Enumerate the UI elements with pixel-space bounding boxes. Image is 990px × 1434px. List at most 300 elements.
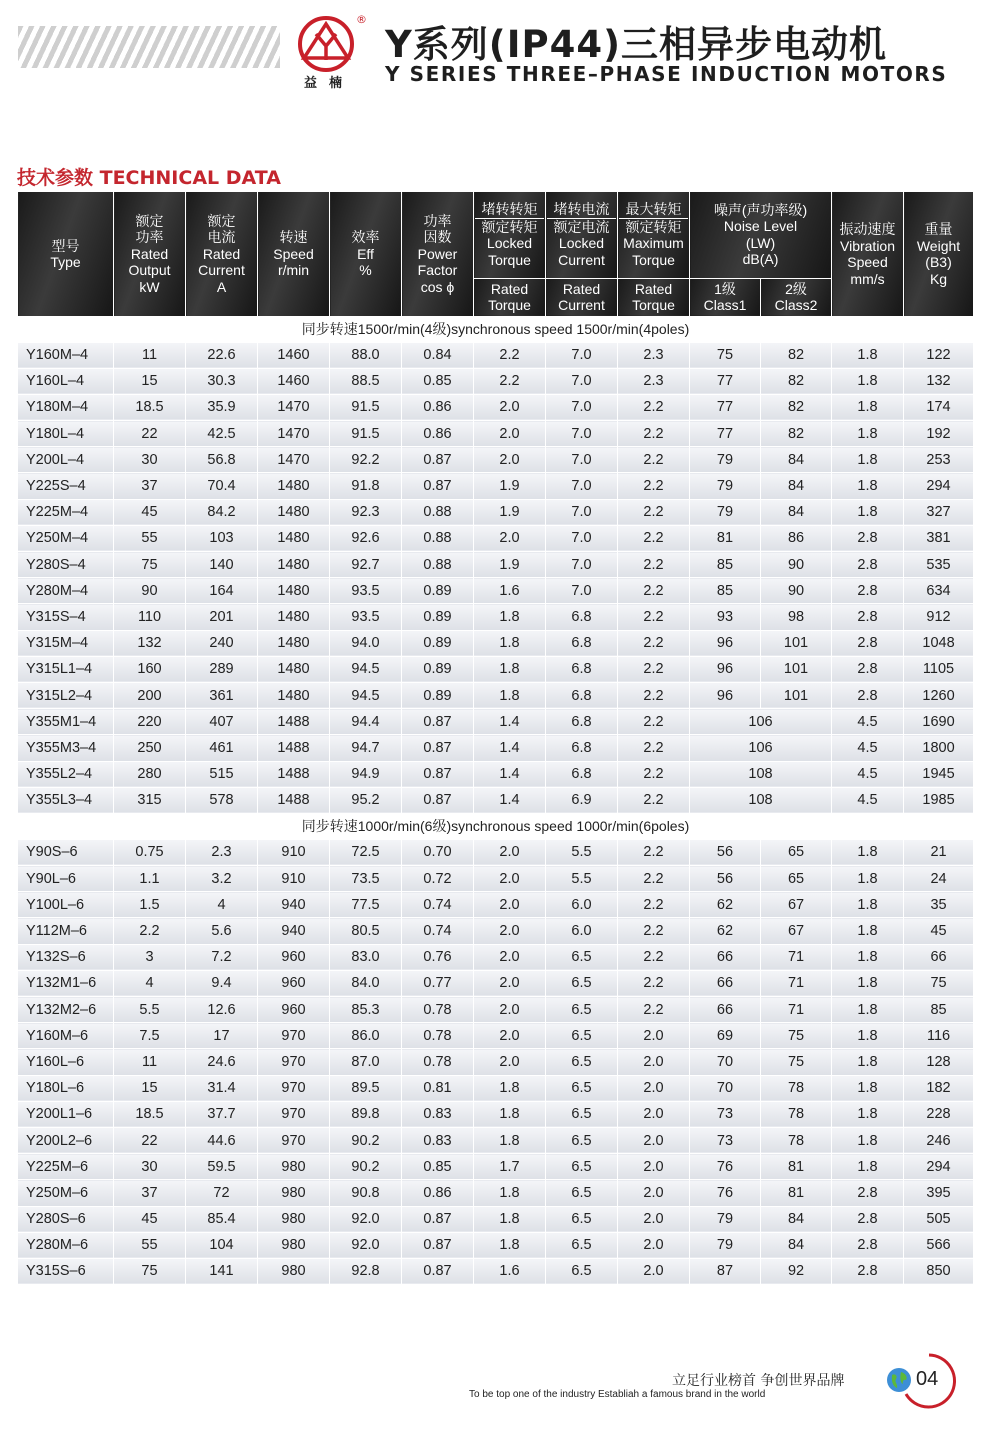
cell-type: Y180M–4 xyxy=(18,394,114,420)
table-cell: 24.6 xyxy=(186,1049,258,1075)
table-cell: 11 xyxy=(114,1049,186,1075)
table-cell: 92.6 xyxy=(330,525,402,551)
table-cell: 1.8 xyxy=(832,1101,904,1127)
header-line: Class1 xyxy=(703,297,747,314)
table-cell: 56 xyxy=(690,839,761,865)
table-cell: 1260 xyxy=(904,682,974,708)
table-cell: 75 xyxy=(114,552,186,578)
table-cell: 1.9 xyxy=(474,473,546,499)
table-cell: 73.5 xyxy=(330,866,402,892)
header-line: Vibration xyxy=(840,237,896,254)
table-cell: 66 xyxy=(690,970,761,996)
table-cell: 0.83 xyxy=(402,1101,474,1127)
header-line: (B3) xyxy=(925,254,952,270)
table-cell: 0.88 xyxy=(402,525,474,551)
table-cell: 7.0 xyxy=(546,552,618,578)
table-cell: 85 xyxy=(690,578,761,604)
table-cell: 96 xyxy=(690,656,761,682)
table-cell: 2.8 xyxy=(832,1232,904,1258)
table-cell: 81 xyxy=(761,1180,832,1206)
table-cell: 5.5 xyxy=(546,866,618,892)
table-cell: 7.5 xyxy=(114,1023,186,1049)
table-row xyxy=(18,997,974,1023)
table-cell: 228 xyxy=(904,1101,974,1127)
table-cell: 75 xyxy=(761,1023,832,1049)
table-cell: 84 xyxy=(761,473,832,499)
table-cell: 395 xyxy=(904,1180,974,1206)
table-cell: 634 xyxy=(904,578,974,604)
table-cell: 2.2 xyxy=(618,787,690,813)
table-cell: 6.8 xyxy=(546,735,618,761)
table-cell: 174 xyxy=(904,394,974,420)
cell-type: Y132M1–6 xyxy=(18,970,114,996)
table-cell: 2.0 xyxy=(618,1127,690,1153)
table-cell: 108 xyxy=(690,761,832,787)
table-cell: 253 xyxy=(904,447,974,473)
table-cell: 0.87 xyxy=(402,709,474,735)
header-locked-torque xyxy=(474,192,546,278)
table-cell: 1480 xyxy=(258,604,330,630)
table-cell: 1.8 xyxy=(832,342,904,368)
table-cell: 7.0 xyxy=(546,421,618,447)
header-line: 2级 xyxy=(785,280,807,297)
table-cell: 2.0 xyxy=(618,1023,690,1049)
table-cell: 1.8 xyxy=(832,473,904,499)
cell-type: Y132M2–6 xyxy=(18,997,114,1023)
header-line: Factor xyxy=(417,262,458,279)
table-cell: 70.4 xyxy=(186,473,258,499)
table-cell: 960 xyxy=(258,997,330,1023)
table-cell: 250 xyxy=(114,735,186,761)
header-type xyxy=(18,192,114,316)
header-line: 功率 xyxy=(423,212,452,229)
table-cell: 12.6 xyxy=(186,997,258,1023)
table-row xyxy=(18,1101,974,1127)
table-cell: 1.8 xyxy=(832,394,904,420)
table-cell: 94.5 xyxy=(330,656,402,682)
table-cell: 1480 xyxy=(258,525,330,551)
header-line: 效率 xyxy=(351,229,380,246)
cell-type: Y100L–6 xyxy=(18,892,114,918)
table-cell: 1.8 xyxy=(832,970,904,996)
header-line: Locked xyxy=(486,235,533,252)
table-cell: 2.2 xyxy=(618,604,690,630)
table-cell: 0.87 xyxy=(402,1206,474,1232)
header-line: r/min xyxy=(277,262,310,279)
table-cell: 6.5 xyxy=(546,1127,618,1153)
table-cell: 1.8 xyxy=(474,1206,546,1232)
table-cell: 505 xyxy=(904,1206,974,1232)
table-cell: 70 xyxy=(690,1049,761,1075)
table-cell: 2.0 xyxy=(618,1101,690,1127)
table-cell: 77 xyxy=(690,368,761,394)
header-locked-torque-ratio xyxy=(474,278,546,316)
cell-type: Y315L1–4 xyxy=(18,656,114,682)
table-cell: 0.86 xyxy=(402,421,474,447)
table-cell: 90 xyxy=(761,552,832,578)
table-cell: 0.75 xyxy=(114,839,186,865)
table-cell: 90 xyxy=(761,578,832,604)
table-cell: 67 xyxy=(761,918,832,944)
table-cell: 5.5 xyxy=(114,997,186,1023)
table-cell: 2.8 xyxy=(832,578,904,604)
table-cell: 960 xyxy=(258,970,330,996)
table-cell: 80.5 xyxy=(330,918,402,944)
header-line: Current xyxy=(198,262,245,279)
table-cell: 2.2 xyxy=(618,630,690,656)
table-cell: 5.5 xyxy=(546,839,618,865)
table-cell: 79 xyxy=(690,473,761,499)
globe-icon xyxy=(886,1367,912,1393)
table-cell: 0.78 xyxy=(402,1023,474,1049)
table-cell: 1.8 xyxy=(832,368,904,394)
table-cell: 0.74 xyxy=(402,918,474,944)
table-cell: 1.9 xyxy=(474,552,546,578)
table-cell: 2.0 xyxy=(474,866,546,892)
table-cell: 59.5 xyxy=(186,1154,258,1180)
table-cell: 1480 xyxy=(258,656,330,682)
table-cell: 850 xyxy=(904,1258,974,1284)
cell-type: Y200L1–6 xyxy=(18,1101,114,1127)
table-cell: 1.4 xyxy=(474,709,546,735)
table-cell: 37 xyxy=(114,473,186,499)
table-cell: 3.2 xyxy=(186,866,258,892)
table-cell: 2.0 xyxy=(618,1232,690,1258)
table-cell: 83.0 xyxy=(330,944,402,970)
table-cell: 0.87 xyxy=(402,1232,474,1258)
table-cell: 132 xyxy=(904,368,974,394)
table-cell: 110 xyxy=(114,604,186,630)
header-power-factor xyxy=(402,192,474,316)
table-cell: 2.2 xyxy=(618,473,690,499)
table-cell: 35.9 xyxy=(186,394,258,420)
table-cell: 2.3 xyxy=(618,342,690,368)
group-label: 同步转速1000r/min(6级)synchronous speed 1000r/min(6poles) xyxy=(18,813,974,839)
table-cell: 17 xyxy=(186,1023,258,1049)
table-cell: 1.8 xyxy=(474,630,546,656)
header-line: 堵转转矩 xyxy=(481,201,538,218)
table-row xyxy=(18,682,974,708)
table-cell: 0.85 xyxy=(402,1154,474,1180)
table-row xyxy=(18,525,974,551)
table-cell: 327 xyxy=(904,499,974,525)
header-noise-class2 xyxy=(761,278,832,316)
header-line: % xyxy=(359,262,372,279)
table-cell: 66 xyxy=(690,997,761,1023)
table-cell: 1.8 xyxy=(832,1154,904,1180)
table-cell: 94.5 xyxy=(330,682,402,708)
table-cell: 220 xyxy=(114,709,186,735)
table-cell: 6.5 xyxy=(546,1023,618,1049)
table-row xyxy=(18,1206,974,1232)
table-cell: 6.5 xyxy=(546,944,618,970)
cell-type: Y280M–6 xyxy=(18,1232,114,1258)
table-cell: 980 xyxy=(258,1154,330,1180)
table-cell: 62 xyxy=(690,918,761,944)
table-cell: 980 xyxy=(258,1232,330,1258)
slogan-en: To be top one of the industry Establiah a famous brand in the world xyxy=(469,1389,766,1400)
table-cell: 6.5 xyxy=(546,1075,618,1101)
table-cell: 6.9 xyxy=(546,787,618,813)
group-row xyxy=(18,316,974,342)
table-cell: 2.2 xyxy=(474,342,546,368)
table-cell: 4.5 xyxy=(832,735,904,761)
table-cell: 86 xyxy=(761,525,832,551)
table-row xyxy=(18,368,974,394)
page-title-en: Y SERIES THREE–PHASE INDUCTION MOTORS xyxy=(385,62,948,86)
table-cell: 82 xyxy=(761,342,832,368)
table-cell: 2.0 xyxy=(474,1023,546,1049)
table-cell: 90 xyxy=(114,578,186,604)
table-cell: 89.8 xyxy=(330,1101,402,1127)
table-cell: 37.7 xyxy=(186,1101,258,1127)
table-cell: 1.8 xyxy=(474,1127,546,1153)
cell-type: Y250M–6 xyxy=(18,1180,114,1206)
table-cell: 92.7 xyxy=(330,552,402,578)
table-cell: 1.8 xyxy=(832,944,904,970)
table-cell: 361 xyxy=(186,682,258,708)
table-row xyxy=(18,394,974,420)
table-cell: 2.2 xyxy=(618,447,690,473)
table-cell: 535 xyxy=(904,552,974,578)
table-cell: 6.8 xyxy=(546,630,618,656)
table-cell: 90.2 xyxy=(330,1154,402,1180)
table-cell: 970 xyxy=(258,1127,330,1153)
table-cell: 75 xyxy=(904,970,974,996)
table-cell: 75 xyxy=(761,1049,832,1075)
table-cell: 970 xyxy=(258,1075,330,1101)
table-cell: 1.5 xyxy=(114,892,186,918)
header-line: 额定转矩 xyxy=(625,218,682,235)
table-cell: 2.2 xyxy=(618,970,690,996)
table-cell: 1.4 xyxy=(474,761,546,787)
header-line: Speed xyxy=(847,254,888,270)
decorative-stripes xyxy=(18,26,280,68)
group-label: 同步转速1500r/min(4级)synchronous speed 1500r/min(4poles) xyxy=(18,316,974,342)
table-cell: 1.1 xyxy=(114,866,186,892)
table-cell: 2.2 xyxy=(618,709,690,735)
header-line: 重量 xyxy=(924,221,953,237)
cell-type: Y90L–6 xyxy=(18,866,114,892)
header-line: Current xyxy=(558,251,605,268)
table-cell: 84.2 xyxy=(186,499,258,525)
table-cell: 73 xyxy=(690,1127,761,1153)
header-line: 功率 xyxy=(135,229,164,246)
table-cell: 1480 xyxy=(258,552,330,578)
table-cell: 0.84 xyxy=(402,342,474,368)
cell-type: Y180L–4 xyxy=(18,421,114,447)
table-cell: 45 xyxy=(114,1206,186,1232)
table-cell: 55 xyxy=(114,525,186,551)
table-cell: 2.2 xyxy=(114,918,186,944)
header-line: Type xyxy=(50,254,81,270)
table-cell: 2.2 xyxy=(618,997,690,1023)
table-cell: 164 xyxy=(186,578,258,604)
table-cell: 0.74 xyxy=(402,892,474,918)
technical-data-table xyxy=(17,192,974,1285)
table-cell: 71 xyxy=(761,944,832,970)
table-cell: 15 xyxy=(114,1075,186,1101)
table-cell: 2.2 xyxy=(618,892,690,918)
table-cell: 1480 xyxy=(258,499,330,525)
header-line: Power xyxy=(417,245,458,262)
header-line: Torque xyxy=(632,251,675,268)
header-line: 电流 xyxy=(207,229,236,246)
cell-type: Y160M–6 xyxy=(18,1023,114,1049)
table-cell: 45 xyxy=(114,499,186,525)
table-cell: 22 xyxy=(114,421,186,447)
table-cell: 7.0 xyxy=(546,578,618,604)
cell-type: Y132S–6 xyxy=(18,944,114,970)
table-cell: 1460 xyxy=(258,368,330,394)
table-cell: 30 xyxy=(114,447,186,473)
table-row xyxy=(18,892,974,918)
table-cell: 66 xyxy=(904,944,974,970)
table-cell: 0.83 xyxy=(402,1127,474,1153)
table-cell: 88.5 xyxy=(330,368,402,394)
header-rated-current xyxy=(186,192,258,316)
table-cell: 0.87 xyxy=(402,1258,474,1284)
table-cell: 1480 xyxy=(258,578,330,604)
header-line: Current xyxy=(558,297,605,314)
table-cell: 6.5 xyxy=(546,1232,618,1258)
table-cell: 1.8 xyxy=(474,1232,546,1258)
table-cell: 85.4 xyxy=(186,1206,258,1232)
header-line: Torque xyxy=(488,251,531,268)
table-cell: 461 xyxy=(186,735,258,761)
table-cell: 87.0 xyxy=(330,1049,402,1075)
table-cell: 76 xyxy=(690,1180,761,1206)
cell-type: Y280S–6 xyxy=(18,1206,114,1232)
cell-type: Y90S–6 xyxy=(18,839,114,865)
header-weight xyxy=(904,192,974,316)
header-line: (LW) xyxy=(745,234,776,251)
table-cell: 94.0 xyxy=(330,630,402,656)
table-cell: 75 xyxy=(690,342,761,368)
table-cell: 55 xyxy=(114,1232,186,1258)
table-cell: 103 xyxy=(186,525,258,551)
table-cell: 84 xyxy=(761,1232,832,1258)
table-cell: 970 xyxy=(258,1049,330,1075)
table-cell: 7.0 xyxy=(546,394,618,420)
table-cell: 81 xyxy=(690,525,761,551)
table-cell: 91.8 xyxy=(330,473,402,499)
table-cell: 18.5 xyxy=(114,394,186,420)
table-cell: 2.0 xyxy=(474,944,546,970)
table-cell: 0.86 xyxy=(402,1180,474,1206)
table-cell: 92.3 xyxy=(330,499,402,525)
table-cell: 200 xyxy=(114,682,186,708)
table-row xyxy=(18,944,974,970)
table-cell: 2.0 xyxy=(474,421,546,447)
table-row xyxy=(18,604,974,630)
table-cell: 65 xyxy=(761,866,832,892)
table-cell: 84 xyxy=(761,499,832,525)
table-cell: 0.88 xyxy=(402,552,474,578)
table-cell: 82 xyxy=(761,394,832,420)
table-row xyxy=(18,1075,974,1101)
table-cell: 240 xyxy=(186,630,258,656)
table-cell: 294 xyxy=(904,473,974,499)
table-cell: 2.0 xyxy=(474,394,546,420)
table-cell: 101 xyxy=(761,630,832,656)
table-cell: 2.8 xyxy=(832,525,904,551)
header-line: dB(A) xyxy=(742,251,779,268)
table-cell: 92.0 xyxy=(330,1232,402,1258)
table-cell: 2.8 xyxy=(832,630,904,656)
table-cell: 0.89 xyxy=(402,604,474,630)
table-cell: 0.89 xyxy=(402,630,474,656)
table-cell: 1.8 xyxy=(474,1075,546,1101)
table-cell: 56 xyxy=(690,866,761,892)
cell-type: Y160L–6 xyxy=(18,1049,114,1075)
table-cell: 2.0 xyxy=(474,525,546,551)
table-cell: 2.0 xyxy=(474,892,546,918)
table-row xyxy=(18,630,974,656)
table-cell: 56.8 xyxy=(186,447,258,473)
table-row xyxy=(18,761,974,787)
table-row xyxy=(18,447,974,473)
table-cell: 94.4 xyxy=(330,709,402,735)
table-cell: 1488 xyxy=(258,787,330,813)
table-cell: 515 xyxy=(186,761,258,787)
table-cell: 1800 xyxy=(904,735,974,761)
table-cell: 0.81 xyxy=(402,1075,474,1101)
table-cell: 1480 xyxy=(258,473,330,499)
header-locked-current-ratio xyxy=(546,278,618,316)
table-cell: 6.8 xyxy=(546,656,618,682)
table-cell: 2.8 xyxy=(832,552,904,578)
table-cell: 2.8 xyxy=(832,682,904,708)
header-line: kW xyxy=(139,278,160,295)
table-cell: 1.8 xyxy=(832,447,904,473)
table-cell: 92.2 xyxy=(330,447,402,473)
table-cell: 2.2 xyxy=(618,421,690,447)
table-cell: 6.8 xyxy=(546,709,618,735)
section-title: 技术参数 TECHNICAL DATA xyxy=(17,167,281,189)
cell-type: Y112M–6 xyxy=(18,918,114,944)
table-cell: 93 xyxy=(690,604,761,630)
table-cell: 2.2 xyxy=(474,368,546,394)
table-row xyxy=(18,1127,974,1153)
table-cell: 116 xyxy=(904,1023,974,1049)
header-speed xyxy=(258,192,330,316)
table-cell: 78 xyxy=(761,1075,832,1101)
table-cell: 91.5 xyxy=(330,421,402,447)
table-row xyxy=(18,1049,974,1075)
table-cell: 182 xyxy=(904,1075,974,1101)
table-cell: 1.8 xyxy=(474,1180,546,1206)
table-row xyxy=(18,1154,974,1180)
header-locked-current xyxy=(546,192,618,278)
table-cell: 2.2 xyxy=(618,656,690,682)
table-cell: 280 xyxy=(114,761,186,787)
table-cell: 44.6 xyxy=(186,1127,258,1153)
header-line: Weight xyxy=(916,237,961,254)
table-cell: 6.5 xyxy=(546,970,618,996)
header-line: 额定电流 xyxy=(553,218,610,235)
table-cell: 2.0 xyxy=(618,1180,690,1206)
table-cell: 0.87 xyxy=(402,447,474,473)
cell-type: Y315S–4 xyxy=(18,604,114,630)
table-cell: 9.4 xyxy=(186,970,258,996)
table-cell: 94.7 xyxy=(330,735,402,761)
table-cell: 93.5 xyxy=(330,578,402,604)
table-cell: 980 xyxy=(258,1258,330,1284)
cell-type: Y355L2–4 xyxy=(18,761,114,787)
cell-type: Y225S–4 xyxy=(18,473,114,499)
table-cell: 0.87 xyxy=(402,761,474,787)
